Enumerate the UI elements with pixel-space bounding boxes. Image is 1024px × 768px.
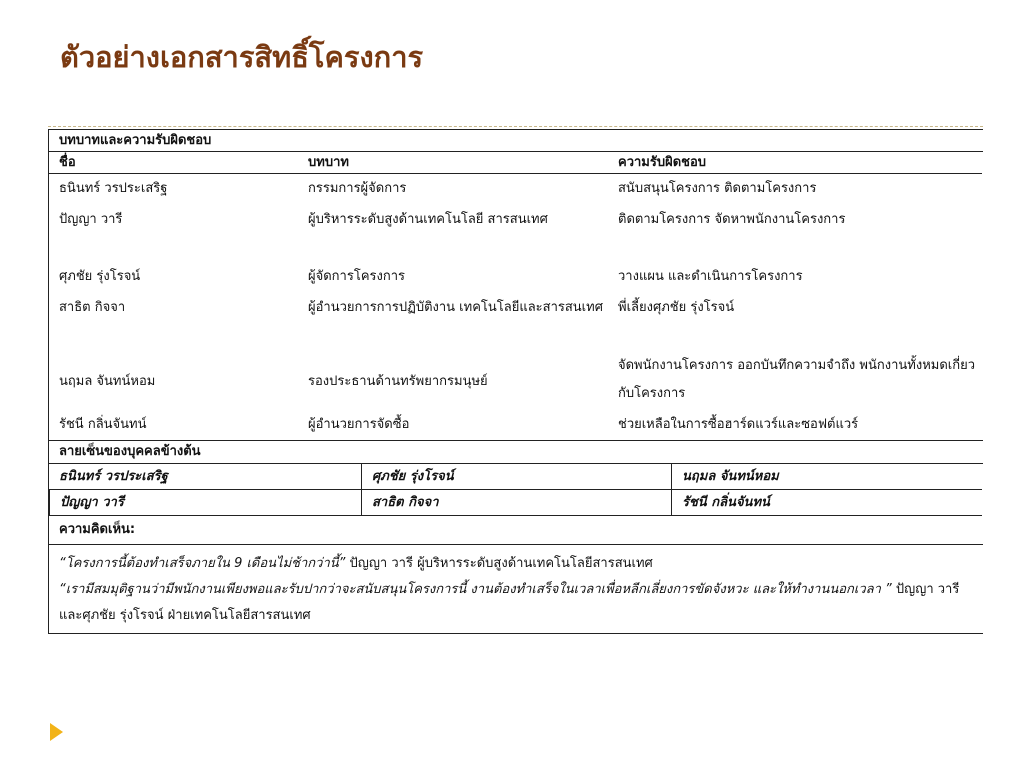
row-responsibility: ติดตามโครงการ จัดหาพนักงานโครงการ — [618, 212, 846, 227]
row-name: ธนินทร์ วรประเสริฐ — [59, 181, 168, 196]
row-responsibility: สนับสนุนโครงการ ติดตามโครงการ — [618, 181, 817, 196]
dashed-divider — [48, 126, 983, 127]
row-responsibility: จัดพนักงานโครงการ ออกบันทึกความจำถึง พนักงานทั้งหมดเกี่ยวกับโครงการ — [618, 358, 976, 401]
row-role: รองประธานด้านทรัพยากรมนุษย์ — [308, 373, 488, 389]
table-row — [49, 292, 983, 350]
signature-name: สาธิต กิจจา — [361, 490, 671, 516]
row-name: รัชนี กลิ่นจันทน์ — [59, 417, 147, 432]
comment-1 — [59, 551, 973, 577]
signature-name: นฤมล จันทน์หอม — [671, 464, 982, 490]
table-row — [49, 410, 983, 441]
row-role: กรรมการผู้จัดการ — [308, 181, 407, 196]
row-responsibility: วางแผน และดำเนินการโครงการ — [618, 269, 803, 284]
signature-name: รัชนี กลิ่นจันทน์ — [671, 490, 982, 516]
table-row — [49, 174, 983, 204]
row-name: ศุภชัย รุ่งโรจน์ — [59, 269, 141, 284]
section-title: บทบาทและความรับผิดชอบ — [49, 130, 983, 152]
row-role: ผู้บริหารระดับสูงด้านเทคโนโลยี สารสนเทศ — [308, 212, 548, 227]
column-header-responsibility: ความรับผิดชอบ — [608, 152, 982, 174]
row-name: นฤมล จันทน์หอม — [59, 373, 156, 389]
table-row — [49, 262, 983, 292]
row-role: ผู้อำนวยการจัดซื้อ — [308, 417, 410, 432]
bullet-arrow-icon — [50, 723, 63, 741]
row-responsibility: ช่วยเหลือในการซื้อฮาร์ดแวร์และซอฟต์แวร์ — [618, 417, 859, 432]
comment-quote: “เรามีสมมุติฐานว่ามีพนักงานเพียงพอและรับปากว่าจะสนับสนุนโครงการนี้ งานต้องทำเสร็จในเวลาเพื่อหลีกเลี่ยงการขัดจังหวะ และให้ทำงานนอกเวลา ” — [59, 582, 892, 597]
table-row — [49, 204, 983, 262]
signature-name: ธนินทร์ วรประเสริฐ — [49, 464, 361, 490]
column-header-name: ชื่อ — [49, 152, 298, 174]
row-name: สาธิต กิจจา — [59, 300, 126, 315]
table-row — [49, 350, 983, 410]
project-charter-document — [48, 129, 983, 634]
row-role: ผู้อำนวยการการปฏิบัติงาน เทคโนโลยีและสารสนเทศ — [308, 300, 603, 315]
signatures-title: ลายเซ็นของบุคคลข้างต้น — [49, 441, 983, 464]
slide-title: ตัวอย่างเอกสารสิทธิ์โครงการ — [60, 40, 424, 74]
signatures-grid — [49, 464, 983, 516]
row-name: ปัญญา วารี — [59, 212, 123, 227]
signature-name: ปัญญา วารี — [49, 490, 361, 516]
comments-body — [49, 545, 983, 633]
comments-title: ความคิดเห็น: — [49, 516, 983, 545]
comment-2 — [59, 577, 973, 629]
signature-name: ศุภชัย รุ่งโรจน์ — [361, 464, 671, 490]
row-role: ผู้จัดการโครงการ — [308, 269, 405, 284]
comment-author: ปัญญา วารี ผู้บริหารระดับสูงด้านเทคโนโลยีสารสนเทศ — [345, 556, 653, 571]
comment-author: ปัญญา วารี และศุภชัย รุ่งโรจน์ ฝ่ายเทคโนโลยีสารสนเทศ — [59, 582, 960, 623]
column-headers — [49, 152, 983, 174]
row-responsibility: พี่เลี้ยงศุภชัย รุ่งโรจน์ — [618, 300, 735, 315]
comment-quote: “โครงการนี้ต้องทำเสร็จภายใน 9 เดือนไม่ช้ากว่านี้” — [59, 556, 346, 571]
column-header-role: บทบาท — [298, 152, 608, 174]
